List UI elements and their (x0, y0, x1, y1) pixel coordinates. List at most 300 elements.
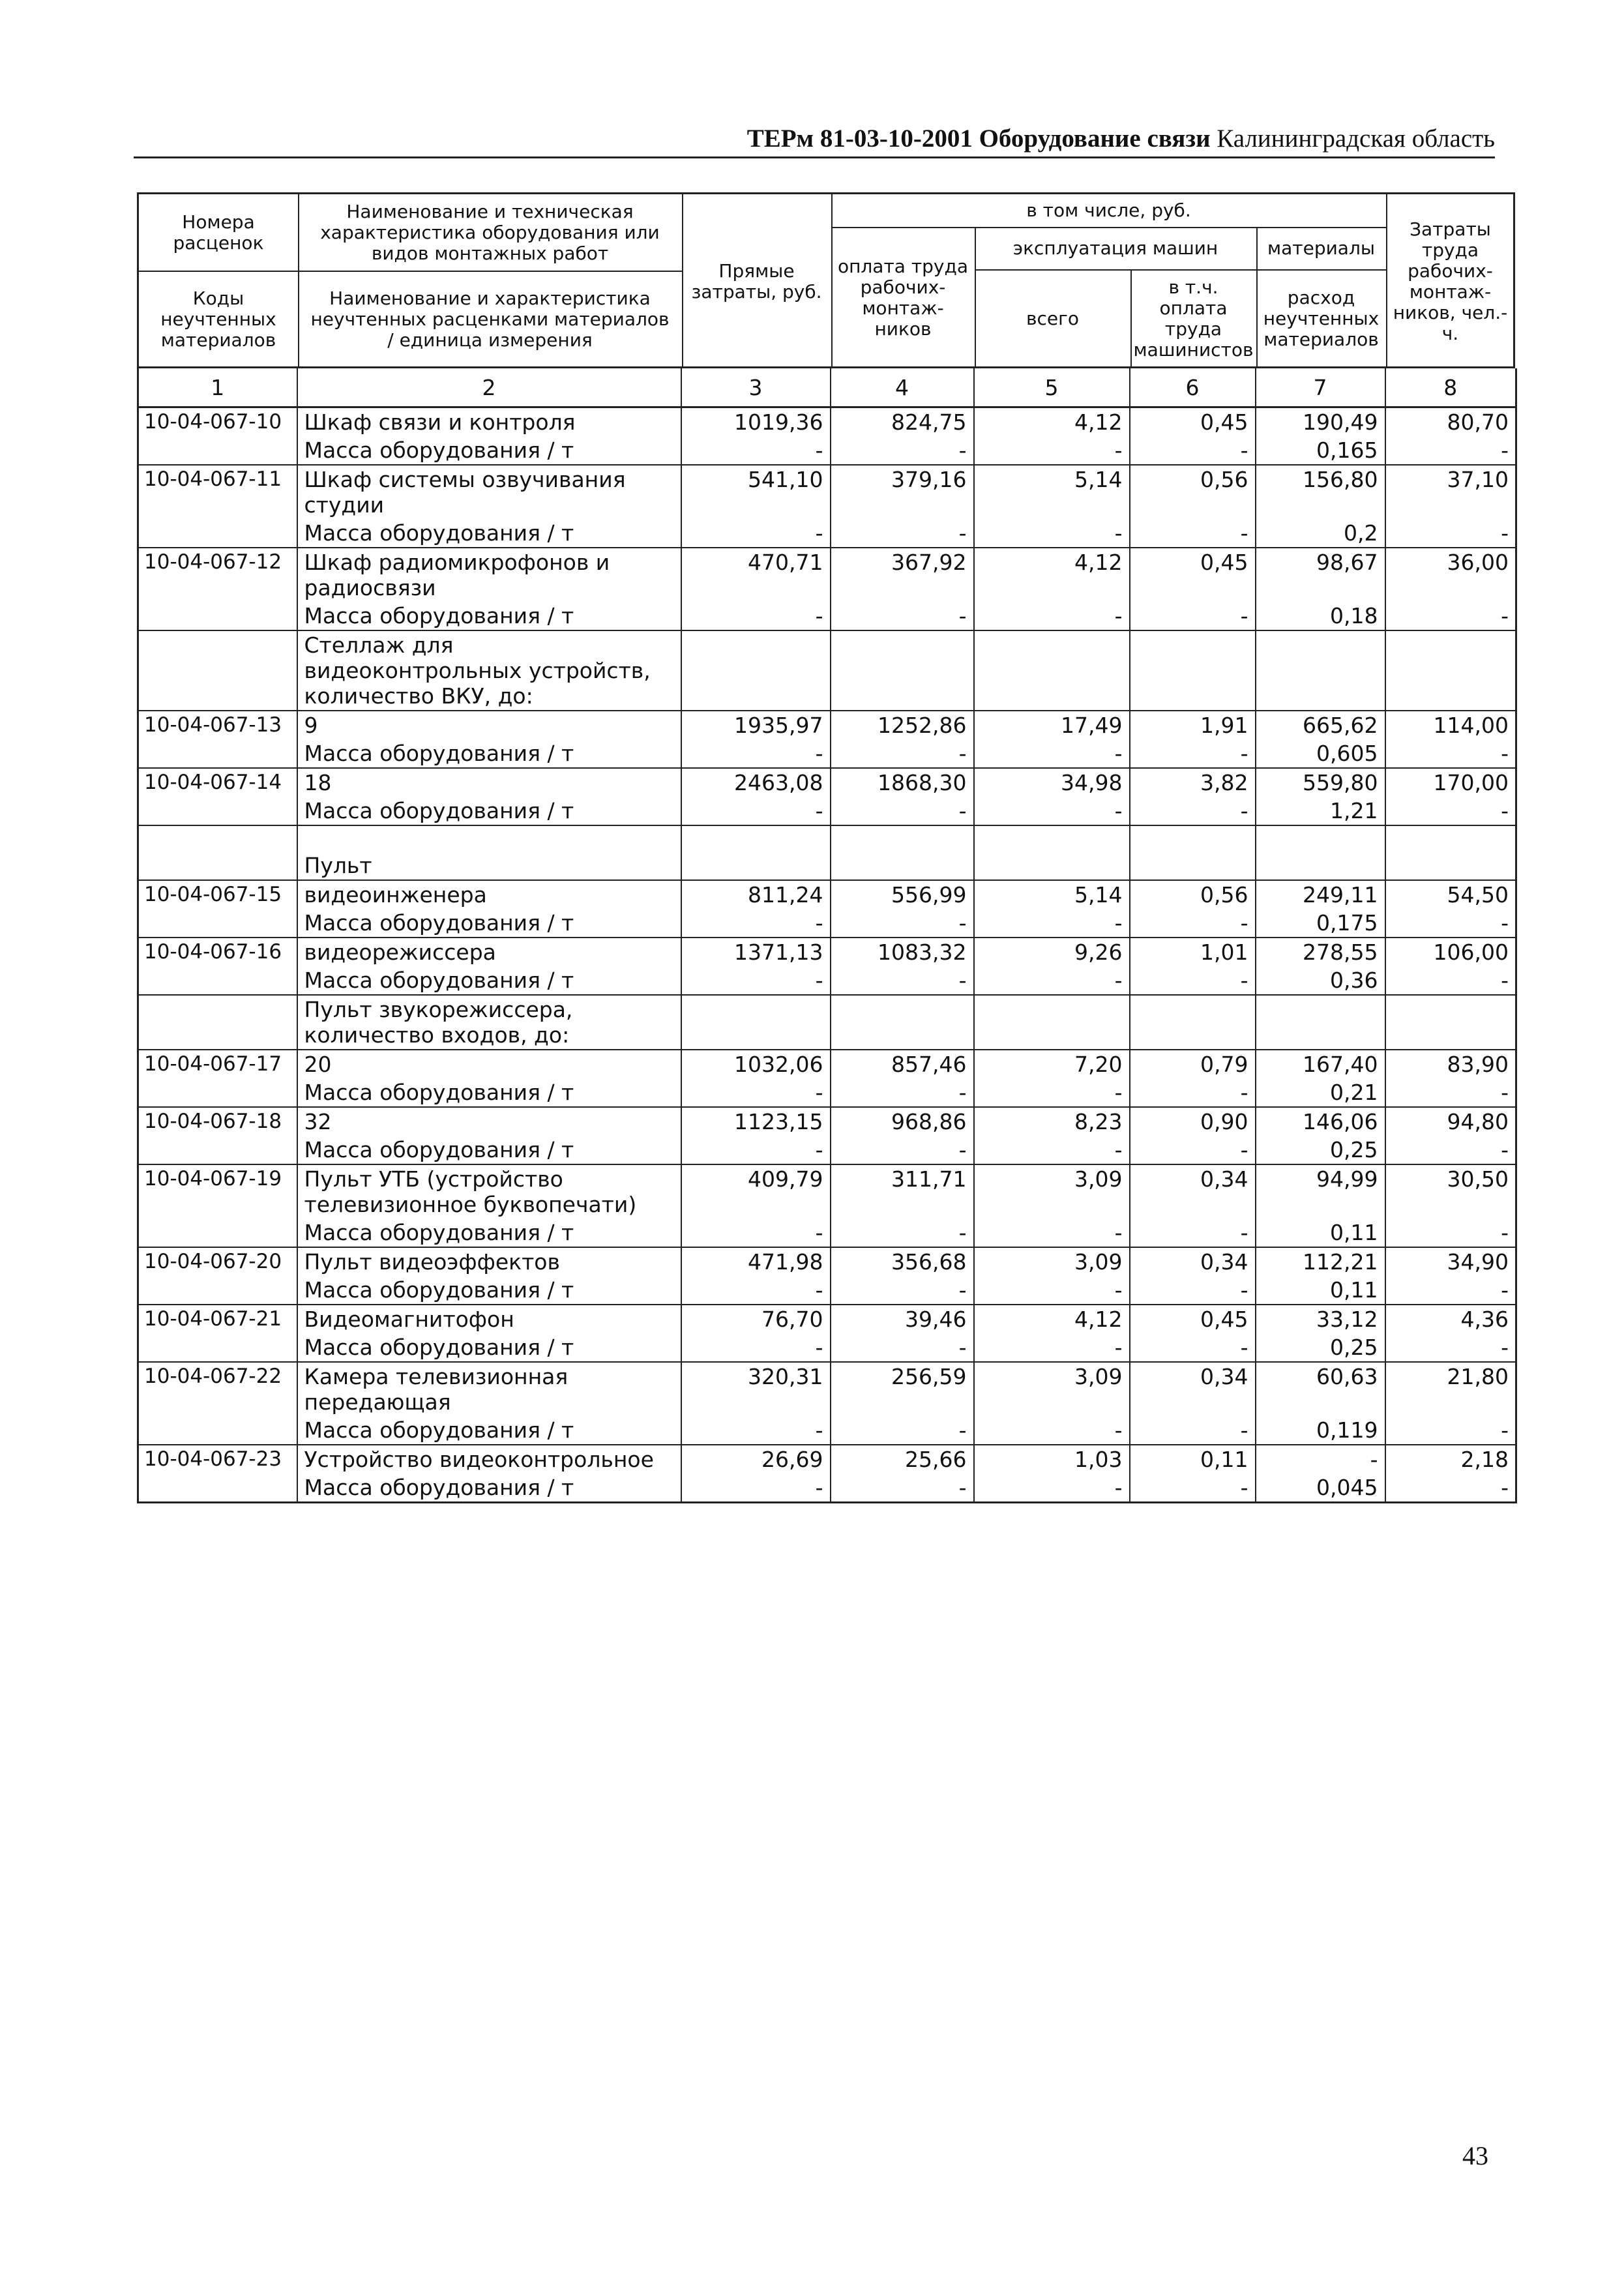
mass-value-cell: - (831, 739, 974, 768)
rate-code: 10-04-067-20 (138, 1247, 297, 1276)
col-number: 4 (831, 368, 974, 407)
col-number: 1 (138, 368, 297, 407)
rate-name: Пульт видеоэффектов (297, 1247, 681, 1276)
mass-label: Масса оборудования / т (297, 436, 681, 465)
col2-bottom-label: Наименование и характеристика неучтенных расценками материалов / единица измерения (310, 288, 670, 351)
section-code-cell (138, 630, 297, 711)
value-cell: 36,00 (1385, 548, 1516, 602)
mass-value-cell: - (974, 602, 1130, 630)
value-cell: 256,59 (831, 1362, 974, 1416)
empty-cell (1385, 825, 1516, 880)
table-row (138, 711, 1516, 739)
mass-value-cell: 0,11 (1256, 1276, 1385, 1305)
value-cell: 1868,30 (831, 768, 974, 797)
mass-value-cell: - (1130, 602, 1256, 630)
empty-cell (1130, 630, 1256, 711)
empty-cell (1256, 995, 1385, 1050)
rate-name: 9 (297, 711, 681, 739)
col7-label: расход неучтенных материалов (1263, 287, 1380, 350)
mass-label: Масса оборудования / т (297, 1416, 681, 1445)
mass-value-cell: - (974, 1473, 1130, 1503)
mass-value-cell: - (1130, 519, 1256, 548)
mass-label: Масса оборудования / т (297, 519, 681, 548)
mass-value-cell: 0,25 (1256, 1333, 1385, 1362)
table-row (138, 1247, 1516, 1276)
value-cell: 1123,15 (681, 1107, 831, 1136)
value-cell: 249,11 (1256, 880, 1385, 909)
value-cell: 30,50 (1385, 1164, 1516, 1219)
mass-value-cell: 1,21 (1256, 797, 1385, 825)
table-row (138, 1164, 1516, 1219)
empty-cell (831, 825, 974, 880)
material-code (138, 1219, 297, 1247)
empty-cell (1256, 825, 1385, 880)
mass-label: Масса оборудования / т (297, 602, 681, 630)
mass-value-cell: - (831, 909, 974, 938)
mass-value-cell: - (681, 1416, 831, 1445)
material-code (138, 1136, 297, 1164)
mass-value-cell: - (1385, 739, 1516, 768)
mass-value-cell: - (831, 519, 974, 548)
value-cell: 0,34 (1130, 1362, 1256, 1416)
value-cell: 76,70 (681, 1305, 831, 1333)
header-code: ТЕРм 81-03-10-2001 (746, 125, 973, 153)
table-row (138, 548, 1516, 602)
empty-cell (1256, 630, 1385, 711)
table-row (138, 1305, 1516, 1333)
value-cell: 33,12 (1256, 1305, 1385, 1333)
mass-value-cell: - (831, 1078, 974, 1107)
value-cell: 4,12 (974, 548, 1130, 602)
value-cell: 1,03 (974, 1445, 1130, 1473)
table-row (138, 1107, 1516, 1136)
value-cell: 37,10 (1385, 465, 1516, 519)
header-title: Оборудование связи (979, 125, 1211, 153)
mass-value-cell: - (1385, 1473, 1516, 1503)
rate-code: 10-04-067-15 (138, 880, 297, 909)
value-cell: 7,20 (974, 1050, 1130, 1078)
mass-value-cell: - (1385, 797, 1516, 825)
rate-name: 18 (297, 768, 681, 797)
col1-top-label: Номера расценок (173, 211, 264, 254)
mass-row (138, 1136, 1516, 1164)
value-cell: 1935,97 (681, 711, 831, 739)
mass-label: Масса оборудования / т (297, 1136, 681, 1164)
material-code (138, 436, 297, 465)
mass-label: Масса оборудования / т (297, 1333, 681, 1362)
col-number: 7 (1256, 368, 1385, 407)
mass-value-cell: - (1385, 1078, 1516, 1107)
mass-value-cell: - (974, 1333, 1130, 1362)
value-cell: 556,99 (831, 880, 974, 909)
material-code (138, 1416, 297, 1445)
mass-value-cell: - (974, 1078, 1130, 1107)
value-cell: 1032,06 (681, 1050, 831, 1078)
mass-value-cell: - (831, 1333, 974, 1362)
mass-value-cell: 0,2 (1256, 519, 1385, 548)
value-cell: 0,45 (1130, 548, 1256, 602)
value-cell: 5,14 (974, 465, 1130, 519)
value-cell: 112,21 (1256, 1247, 1385, 1276)
value-cell: 471,98 (681, 1247, 831, 1276)
col-number: 2 (297, 368, 681, 407)
table-row (138, 938, 1516, 966)
table-header (137, 192, 1515, 368)
value-cell: 1019,36 (681, 407, 831, 437)
col1-bottom-label: Коды неучтенных материалов (160, 288, 276, 351)
rate-code: 10-04-067-22 (138, 1362, 297, 1416)
value-cell: 3,82 (1130, 768, 1256, 797)
mass-label: Масса оборудования / т (297, 739, 681, 768)
section-heading-row (138, 630, 1516, 711)
empty-cell (831, 995, 974, 1050)
mass-value-cell: 0,18 (1256, 602, 1385, 630)
col5-label: всего (1026, 308, 1079, 329)
col2-top-label: Наименование и техническая характеристика оборудования или видов монтажных работ (320, 200, 660, 264)
mass-value-cell: - (681, 436, 831, 465)
section-heading-row (138, 825, 1516, 880)
empty-cell (831, 630, 974, 711)
rate-name: 32 (297, 1107, 681, 1136)
value-cell: 320,31 (681, 1362, 831, 1416)
rate-name: 20 (297, 1050, 681, 1078)
mass-value-cell: - (1385, 966, 1516, 995)
mass-value-cell: - (681, 909, 831, 938)
mass-value-cell: - (1385, 519, 1516, 548)
mass-value-cell: - (831, 1219, 974, 1247)
mass-row (138, 909, 1516, 938)
value-cell: 367,92 (831, 548, 974, 602)
mass-value-cell: - (1130, 909, 1256, 938)
value-cell: 1083,32 (831, 938, 974, 966)
value-cell: 409,79 (681, 1164, 831, 1219)
value-cell: 60,63 (1256, 1362, 1385, 1416)
value-cell: 25,66 (831, 1445, 974, 1473)
col-number: 3 (681, 368, 831, 407)
mass-value-cell: 0,25 (1256, 1136, 1385, 1164)
empty-cell (681, 995, 831, 1050)
value-cell: 17,49 (974, 711, 1130, 739)
value-cell: 665,62 (1256, 711, 1385, 739)
rate-code: 10-04-067-23 (138, 1445, 297, 1473)
mass-value-cell: 0,36 (1256, 966, 1385, 995)
mass-value-cell: - (974, 519, 1130, 548)
mass-value-cell: - (1130, 1276, 1256, 1305)
rate-code: 10-04-067-19 (138, 1164, 297, 1219)
material-code (138, 909, 297, 938)
value-cell: 824,75 (831, 407, 974, 437)
material-code (138, 966, 297, 995)
value-cell: 4,12 (974, 407, 1130, 437)
mass-value-cell: - (1130, 1078, 1256, 1107)
value-cell: 9,26 (974, 938, 1130, 966)
mass-value-cell: - (681, 1333, 831, 1362)
mass-value-cell: - (681, 1473, 831, 1503)
value-cell: 1371,13 (681, 938, 831, 966)
value-cell: 2463,08 (681, 768, 831, 797)
mass-value-cell: - (1130, 1416, 1256, 1445)
section-code-cell (138, 825, 297, 880)
value-cell: 146,06 (1256, 1107, 1385, 1136)
rate-name: Шкаф связи и контроля (297, 407, 681, 437)
value-cell: 167,40 (1256, 1050, 1385, 1078)
col6-label: в т.ч. оплата труда машинистов (1133, 276, 1254, 361)
rate-name: Пульт УТБ (устройство телевизионное буквопечати) (297, 1164, 681, 1219)
mass-value-cell: 0,11 (1256, 1219, 1385, 1247)
empty-cell (974, 825, 1130, 880)
mass-value-cell: - (831, 1473, 974, 1503)
section-heading: Пульт звукорежиссера, количество входов, до: (297, 995, 681, 1050)
mass-label: Масса оборудования / т (297, 909, 681, 938)
mass-value-cell: - (1385, 1333, 1516, 1362)
mass-value-cell: - (831, 1416, 974, 1445)
section-heading: Пульт (297, 825, 681, 880)
mass-value-cell: - (681, 739, 831, 768)
mass-value-cell: - (1130, 1219, 1256, 1247)
rate-name: Видеомагнитофон (297, 1305, 681, 1333)
mass-value-cell: - (974, 1276, 1130, 1305)
rate-code: 10-04-067-21 (138, 1305, 297, 1333)
value-cell: 54,50 (1385, 880, 1516, 909)
empty-cell (974, 995, 1130, 1050)
value-cell: 98,67 (1256, 548, 1385, 602)
column-number-row (138, 368, 1516, 407)
mass-value-cell: - (1130, 1473, 1256, 1503)
rate-code: 10-04-067-12 (138, 548, 297, 602)
mass-row (138, 1219, 1516, 1247)
value-cell: 0,56 (1130, 465, 1256, 519)
value-cell: 34,90 (1385, 1247, 1516, 1276)
empty-cell (974, 630, 1130, 711)
value-cell: 0,56 (1130, 880, 1256, 909)
mass-value-cell: 0,21 (1256, 1078, 1385, 1107)
value-cell: 21,80 (1385, 1362, 1516, 1416)
value-cell: 34,98 (974, 768, 1130, 797)
mass-label: Масса оборудования / т (297, 1219, 681, 1247)
empty-cell (1130, 825, 1256, 880)
table-row (138, 1445, 1516, 1473)
value-cell: 857,46 (831, 1050, 974, 1078)
value-cell: 2,18 (1385, 1445, 1516, 1473)
mass-value-cell: - (831, 602, 974, 630)
rate-name: Шкаф системы озвучивания студии (297, 465, 681, 519)
mass-row (138, 1416, 1516, 1445)
mass-value-cell: - (974, 739, 1130, 768)
value-cell: 0,34 (1130, 1164, 1256, 1219)
value-cell: 0,79 (1130, 1050, 1256, 1078)
group-label: в том числе, руб. (1026, 200, 1191, 221)
rate-name: Шкаф радиомикрофонов и радиосвязи (297, 548, 681, 602)
col-number: 5 (974, 368, 1130, 407)
mass-value-cell: - (1130, 739, 1256, 768)
header-region: Калининградская область (1217, 125, 1495, 153)
rate-code: 10-04-067-13 (138, 711, 297, 739)
mass-value-cell: - (681, 966, 831, 995)
value-cell: 106,00 (1385, 938, 1516, 966)
value-cell: 356,68 (831, 1247, 974, 1276)
mass-row (138, 436, 1516, 465)
mass-value-cell: - (1385, 602, 1516, 630)
table-row (138, 1050, 1516, 1078)
mass-value-cell: - (1385, 909, 1516, 938)
rates-table (137, 368, 1517, 1503)
empty-cell (1385, 995, 1516, 1050)
value-cell: 0,45 (1130, 407, 1256, 437)
mass-value-cell: - (831, 797, 974, 825)
material-code (138, 1333, 297, 1362)
value-cell: 541,10 (681, 465, 831, 519)
mass-value-cell: - (1130, 966, 1256, 995)
value-cell: - (1256, 1445, 1385, 1473)
mass-value-cell: - (1385, 1219, 1516, 1247)
empty-cell (681, 630, 831, 711)
material-code (138, 797, 297, 825)
value-cell: 39,46 (831, 1305, 974, 1333)
mass-label: Масса оборудования / т (297, 1078, 681, 1107)
rate-code: 10-04-067-10 (138, 407, 297, 437)
mass-value-cell: - (1385, 1416, 1516, 1445)
mass-value-cell: 0,605 (1256, 739, 1385, 768)
material-code (138, 519, 297, 548)
mass-value-cell: - (831, 966, 974, 995)
col3-label: Прямые затраты, руб. (691, 259, 822, 303)
value-cell: 94,99 (1256, 1164, 1385, 1219)
mass-row (138, 1276, 1516, 1305)
value-cell: 5,14 (974, 880, 1130, 909)
col-number: 6 (1130, 368, 1256, 407)
mass-value-cell: - (831, 436, 974, 465)
mass-value-cell: 0,175 (1256, 909, 1385, 938)
value-cell: 311,71 (831, 1164, 974, 1219)
mass-value-cell: - (681, 1276, 831, 1305)
section-heading-row (138, 995, 1516, 1050)
value-cell: 559,80 (1256, 768, 1385, 797)
table-row (138, 465, 1516, 519)
mass-value-cell: - (681, 1078, 831, 1107)
mass-value-cell: - (681, 1219, 831, 1247)
rate-code: 10-04-067-17 (138, 1050, 297, 1078)
mass-label: Масса оборудования / т (297, 1276, 681, 1305)
mass-row (138, 602, 1516, 630)
mass-label: Масса оборудования / т (297, 966, 681, 995)
rate-name: Устройство видеоконтрольное (297, 1445, 681, 1473)
mass-value-cell: - (1385, 1276, 1516, 1305)
empty-cell (681, 825, 831, 880)
rate-code: 10-04-067-18 (138, 1107, 297, 1136)
value-cell: 0,34 (1130, 1247, 1256, 1276)
empty-cell (1130, 995, 1256, 1050)
rate-name: видеоинженера (297, 880, 681, 909)
mass-row (138, 797, 1516, 825)
mass-value-cell: - (1385, 436, 1516, 465)
machines-label: эксплуатация машин (1012, 237, 1218, 259)
mass-value-cell: - (974, 1219, 1130, 1247)
table-row (138, 407, 1516, 437)
value-cell: 26,69 (681, 1445, 831, 1473)
mass-label: Масса оборудования / т (297, 1473, 681, 1503)
mass-value-cell: - (831, 1136, 974, 1164)
material-code (138, 1276, 297, 1305)
section-code-cell (138, 995, 297, 1050)
value-cell: 0,45 (1130, 1305, 1256, 1333)
mass-value-cell: - (831, 1276, 974, 1305)
rate-code: 10-04-067-16 (138, 938, 297, 966)
value-cell: 0,90 (1130, 1107, 1256, 1136)
value-cell: 811,24 (681, 880, 831, 909)
col-number: 8 (1385, 368, 1516, 407)
mass-value-cell: - (1130, 1136, 1256, 1164)
table-row (138, 768, 1516, 797)
table-row (138, 880, 1516, 909)
material-code (138, 602, 297, 630)
mass-value-cell: - (681, 519, 831, 548)
value-cell: 379,16 (831, 465, 974, 519)
value-cell: 4,12 (974, 1305, 1130, 1333)
mass-value-cell: - (1130, 1333, 1256, 1362)
table-row (138, 1362, 1516, 1416)
mass-row (138, 1333, 1516, 1362)
value-cell: 470,71 (681, 548, 831, 602)
mass-value-cell: - (1385, 1136, 1516, 1164)
rate-name: видеорежиссера (297, 938, 681, 966)
value-cell: 83,90 (1385, 1050, 1516, 1078)
value-cell: 3,09 (974, 1362, 1130, 1416)
mass-value-cell: - (1130, 436, 1256, 465)
mass-row (138, 519, 1516, 548)
mass-value-cell: - (974, 966, 1130, 995)
mass-value-cell: - (681, 797, 831, 825)
mass-value-cell: - (974, 909, 1130, 938)
mass-value-cell: - (681, 602, 831, 630)
mass-label: Масса оборудования / т (297, 797, 681, 825)
value-cell: 94,80 (1385, 1107, 1516, 1136)
value-cell: 80,70 (1385, 407, 1516, 437)
value-cell: 1,91 (1130, 711, 1256, 739)
mass-value-cell: 0,045 (1256, 1473, 1385, 1503)
material-code (138, 739, 297, 768)
material-code (138, 1473, 297, 1503)
mass-value-cell: - (974, 1416, 1130, 1445)
value-cell: 3,09 (974, 1247, 1130, 1276)
value-cell: 156,80 (1256, 465, 1385, 519)
value-cell: 3,09 (974, 1164, 1130, 1219)
rate-code: 10-04-067-11 (138, 465, 297, 519)
mass-row (138, 966, 1516, 995)
value-cell: 190,49 (1256, 407, 1385, 437)
value-cell: 1,01 (1130, 938, 1256, 966)
value-cell: 968,86 (831, 1107, 974, 1136)
running-header (134, 124, 1495, 158)
value-cell: 170,00 (1385, 768, 1516, 797)
rate-code: 10-04-067-14 (138, 768, 297, 797)
mass-value-cell: - (974, 797, 1130, 825)
value-cell: 4,36 (1385, 1305, 1516, 1333)
section-heading: Стеллаж для видеоконтрольных устройств, количество ВКУ, до: (297, 630, 681, 711)
mass-value-cell: - (974, 1136, 1130, 1164)
rate-name: Камера телевизионная передающая (297, 1362, 681, 1416)
value-cell: 114,00 (1385, 711, 1516, 739)
value-cell: 1252,86 (831, 711, 974, 739)
mass-value-cell: - (681, 1136, 831, 1164)
value-cell: 0,11 (1130, 1445, 1256, 1473)
mass-value-cell: 0,119 (1256, 1416, 1385, 1445)
value-cell: 278,55 (1256, 938, 1385, 966)
page-number: 43 (1462, 2141, 1488, 2170)
mass-row (138, 1473, 1516, 1503)
mass-row (138, 1078, 1516, 1107)
mass-value-cell: - (974, 436, 1130, 465)
material-code (138, 1078, 297, 1107)
